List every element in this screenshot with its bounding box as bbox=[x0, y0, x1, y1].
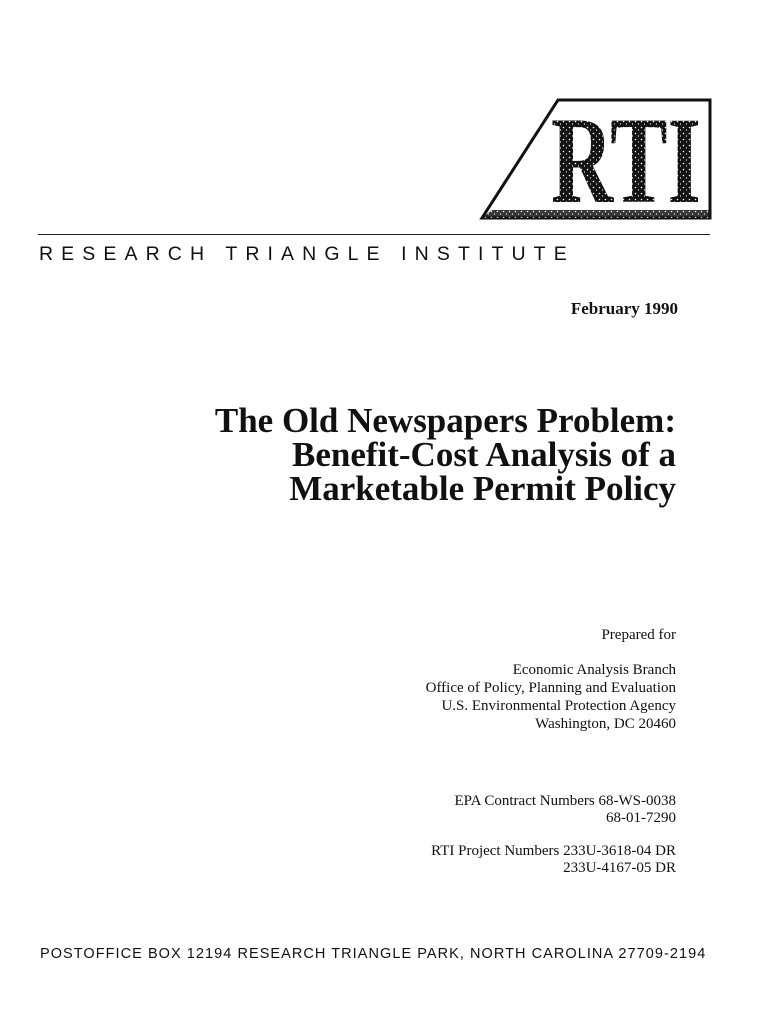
office-name: Office of Policy, Planning and Evaluation bbox=[425, 680, 676, 696]
agency-name: U.S. Environmental Protection Agency bbox=[441, 698, 676, 714]
logo-text: RTI bbox=[551, 92, 701, 229]
document-title bbox=[200, 401, 676, 508]
rti-project-line-2: 233U-4167-05 DR bbox=[563, 860, 676, 876]
footer-address: POSTOFFICE BOX 12194 RESEARCH TRIANGLE PARK, NORTH CAROLINA 27709-2194 bbox=[40, 946, 707, 962]
prepared-for-block bbox=[360, 626, 676, 733]
contract-numbers-block bbox=[360, 793, 676, 877]
branch-name: Economic Analysis Branch bbox=[512, 662, 676, 678]
epa-contract-line-1: EPA Contract Numbers 68-WS-0038 bbox=[454, 793, 676, 809]
agency-location: Washington, DC 20460 bbox=[535, 716, 676, 732]
prepared-for-label: Prepared for bbox=[601, 627, 676, 643]
publication-date: February 1990 bbox=[570, 299, 678, 318]
title-line-3: Marketable Permit Policy bbox=[289, 469, 676, 508]
institute-name: RESEARCH TRIANGLE INSTITUTE bbox=[39, 243, 575, 265]
title-line-2: Benefit-Cost Analysis of a bbox=[291, 435, 676, 474]
rti-logo bbox=[478, 92, 710, 229]
title-line-1: The Old Newspapers Problem: bbox=[214, 401, 676, 440]
epa-contract-line-2: 68-01-7290 bbox=[606, 810, 676, 826]
header-rule bbox=[38, 234, 710, 235]
rti-project-line-1: RTI Project Numbers 233U-3618-04 DR bbox=[431, 843, 676, 859]
